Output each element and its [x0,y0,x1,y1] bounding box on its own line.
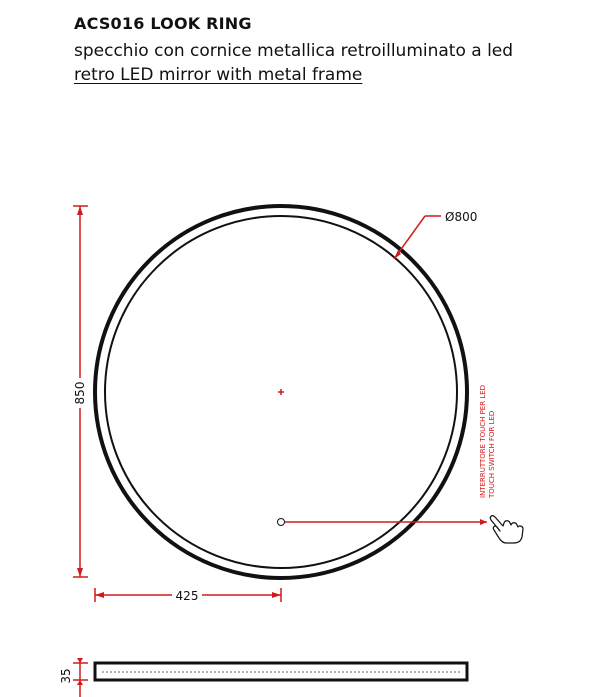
half-width-arrow-right [272,592,281,598]
height-arrow-bottom [77,568,83,577]
switch-note-italian: INTERRUTTORE TOUCH PER LED [479,384,487,498]
center-mark [278,389,284,395]
height-arrow-top [77,206,83,215]
description-english: retro LED mirror with metal frame [74,65,363,85]
half-width-label: 425 [175,589,199,603]
depth-dimension [73,660,88,697]
description-italian: specchio con cornice metallica retroilluminato a led [74,41,514,61]
half-width-arrow-left [95,592,104,598]
switch-note-english: TOUCH SWITCH FOR LED [488,410,496,498]
depth-label: 35 [59,668,73,684]
height-label: 850 [73,381,87,405]
hand-pointer-icon [490,516,523,543]
touch-switch-point [278,519,285,526]
diameter-label: Ø800 [445,210,478,224]
touch-switch-arrowhead [480,519,487,525]
product-code: ACS016 LOOK RING [74,14,252,33]
